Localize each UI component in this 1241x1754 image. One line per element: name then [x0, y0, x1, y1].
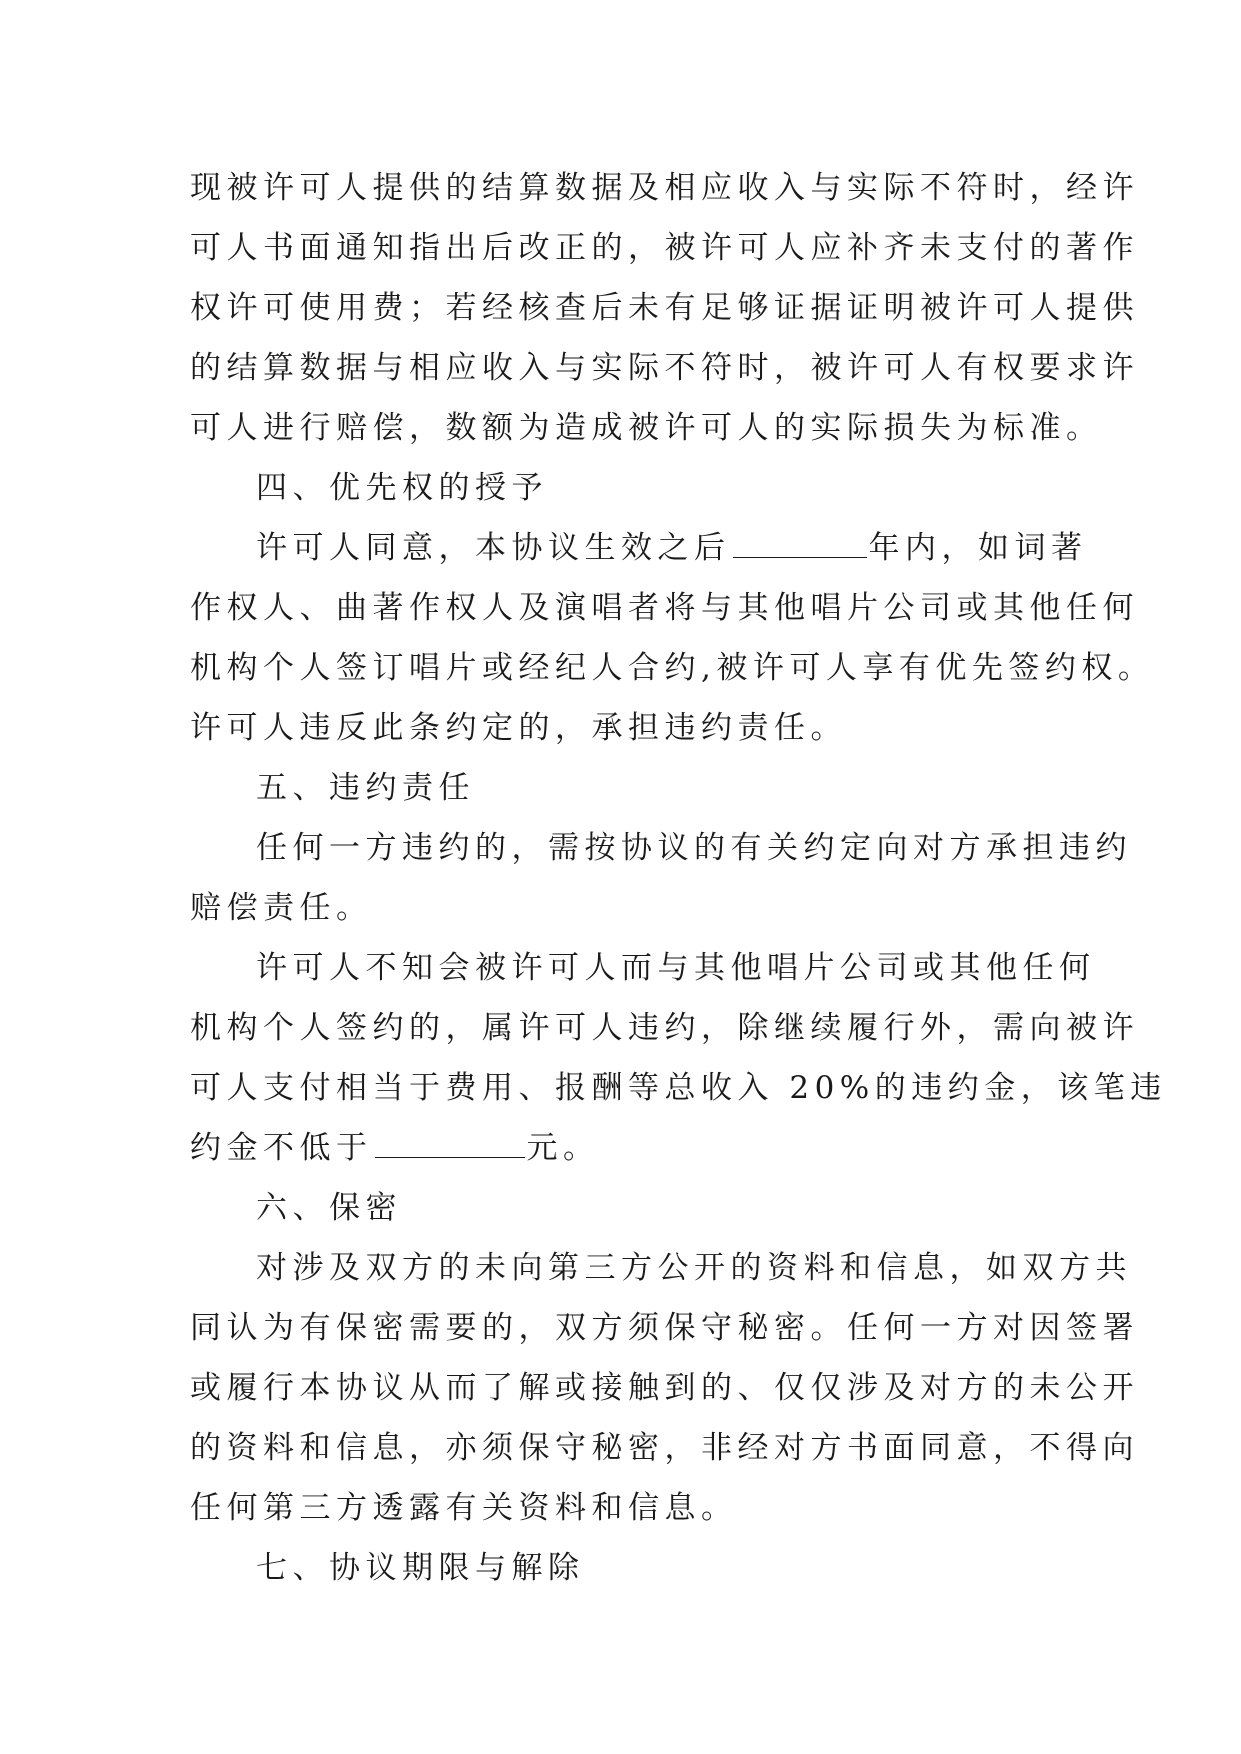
text-line: 可人进行赔偿，数额为造成被许可人的实际损失为标准。: [190, 410, 1103, 446]
text-fragment: 约金不低于: [190, 1130, 373, 1166]
text-fragment: 元。: [526, 1130, 600, 1166]
text-line: [190, 1118, 1050, 1178]
text-line: 作权人、曲著作权人及演唱者将与其他唱片公司或其他任何: [190, 590, 1139, 626]
text-line: 的结算数据与相应收入与实际不符时，被许可人有权要求许: [190, 350, 1139, 386]
fill-in-blank-years[interactable]: [733, 531, 867, 558]
text-line: 机构个人签订唱片或经纪人合约,被许可人享有优先签约权。: [190, 650, 1155, 686]
text-line: 或履行本协议从而了解或接触到的、仅仅涉及对方的未公开: [190, 1370, 1139, 1406]
text-line: [190, 518, 1088, 578]
document-body: [190, 158, 1167, 1598]
section-heading-confidentiality: 六、保密: [256, 1190, 402, 1226]
text-line: 可人支付相当于费用、报酬等总收入 20%的违约金，该笔违: [190, 1070, 1167, 1106]
section-heading-liability: 五、违约责任: [256, 770, 475, 806]
text-line: 机构个人签约的，属许可人违约，除继续履行外，需向被许: [190, 1010, 1139, 1046]
section-heading-priority: 四、优先权的授予: [256, 470, 548, 506]
text-line: 许可人违反此条约定的，承担违约责任。: [190, 710, 847, 746]
text-line: 可人书面通知指出后改正的，被许可人应补齐未支付的著作: [190, 230, 1139, 266]
section-heading-term: 七、协议期限与解除: [256, 1550, 585, 1586]
text-line: 任何第三方透露有关资料和信息。: [190, 1490, 738, 1526]
text-line: 对涉及双方的未向第三方公开的资料和信息，如双方共: [256, 1250, 1132, 1286]
text-line: 权许可使用费；若经核查后未有足够证据证明被许可人提供: [190, 290, 1139, 326]
text-fragment: 许可人同意，本协议生效之后: [256, 530, 731, 566]
text-line: 的资料和信息，亦须保守秘密，非经对方书面同意，不得向: [190, 1430, 1139, 1466]
text-line: 任何一方违约的，需按协议的有关约定向对方承担违约: [256, 830, 1132, 866]
text-fragment: 年内，如词著: [868, 530, 1088, 566]
fill-in-blank-amount[interactable]: [375, 1131, 525, 1158]
text-line: 现被许可人提供的结算数据及相应收入与实际不符时，经许: [190, 170, 1139, 206]
text-line: 赔偿责任。: [190, 890, 373, 926]
text-line: 同认为有保密需要的，双方须保守秘密。任何一方对因签署: [190, 1310, 1139, 1346]
text-line: 许可人不知会被许可人而与其他唱片公司或其他任何: [256, 950, 1096, 986]
